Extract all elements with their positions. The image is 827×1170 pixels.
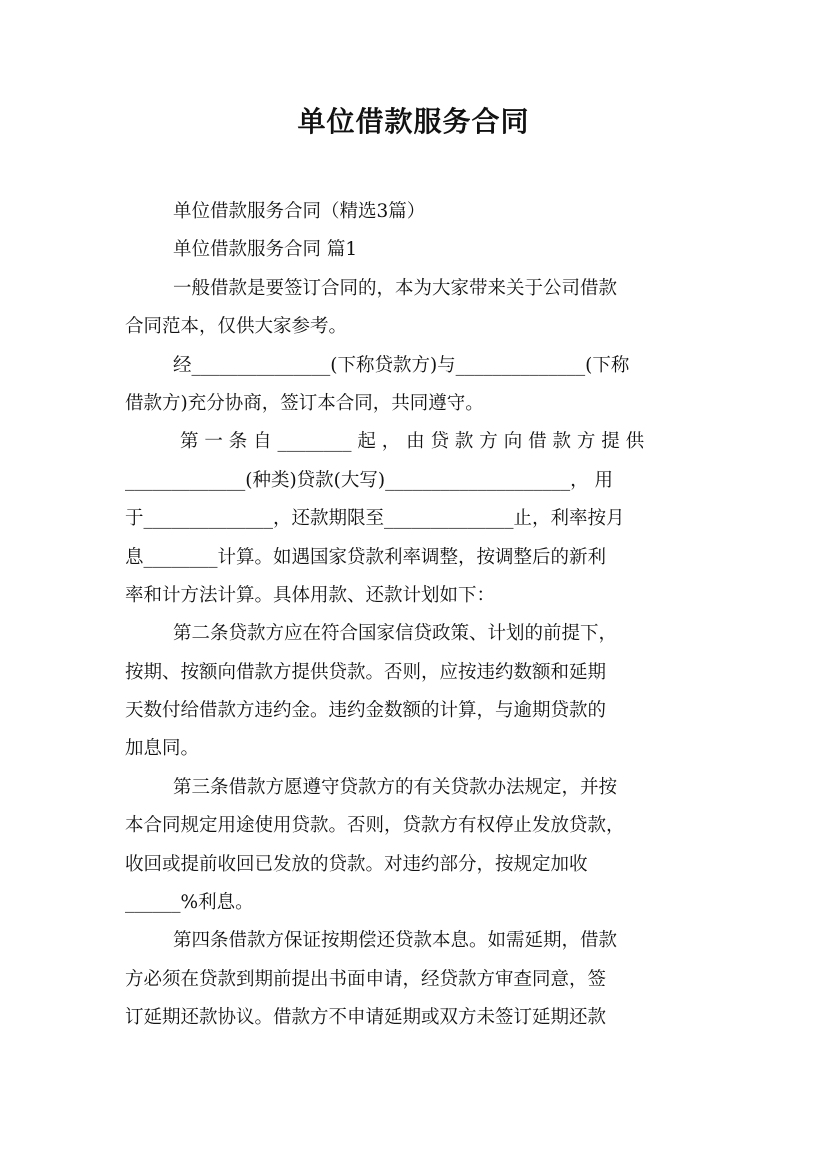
document-body — [125, 193, 703, 1038]
document-title: 单位借款服务合同 — [297, 105, 530, 138]
article-1-line: 于______________，还款期限至______________止，利率按月 — [125, 508, 625, 530]
article-1-line: 息________计算。如遇国家贷款利率调整，按调整后的新利 — [125, 546, 607, 568]
paragraph-line: 合同范本，仅供大家参考。 — [125, 316, 348, 338]
subtitle-line: 单位借款服务合同（精选3篇） — [173, 201, 426, 222]
article-3-line: 收回或提前收回已发放的贷款。对违约部分，按规定加收 — [125, 853, 588, 875]
article-1-line: 率和计方法计算。具体用款、还款计划如下： — [125, 584, 496, 606]
paragraph-line: 经_______________(下称贷款方)与______________(下称 — [173, 354, 630, 376]
section-heading: 单位借款服务合同 篇1 — [173, 239, 358, 261]
article-3-line: 本合同规定用途使用贷款。否则，贷款方有权停止发放贷款， — [125, 815, 625, 837]
article-3-line: 第三条借款方愿遵守贷款方的有关贷款办法规定，并按 — [173, 776, 618, 798]
article-4-line: 订延期还款协议。借款方不申请延期或双方未签订延期还款 — [125, 1007, 607, 1029]
article-4-line: 方必须在贷款到期前提出书面申请，经贷款方审查同意，签 — [125, 968, 607, 990]
article-2-line: 第二条贷款方应在符合国家信贷政策、计划的前提下， — [173, 623, 618, 645]
article-2-line: 按期、按额向借款方提供贷款。否则，应按违约数额和延期 — [125, 661, 607, 683]
article-2-line: 加息同。 — [125, 738, 200, 760]
article-4-line: 第四条借款方保证按期偿还贷款本息。如需延期，借款 — [173, 930, 618, 952]
article-3-line: ______%利息。 — [125, 892, 254, 914]
paragraph-line: 一般借款是要签订合同的，本为大家带来关于公司借款 — [173, 277, 618, 299]
article-1-line: _____________(种类)贷款(大写)____________________， 用 — [125, 469, 614, 491]
article-1-line: 第 一 条 自 ________ 起 ， 由 贷 款 方 向 借 款 方 提 供 — [180, 431, 645, 453]
paragraph-line: 借款方)充分协商，签订本合同，共同遵守。 — [125, 392, 484, 414]
article-2-line: 天数付给借款方违约金。违约金数额的计算，与逾期贷款的 — [125, 700, 607, 722]
